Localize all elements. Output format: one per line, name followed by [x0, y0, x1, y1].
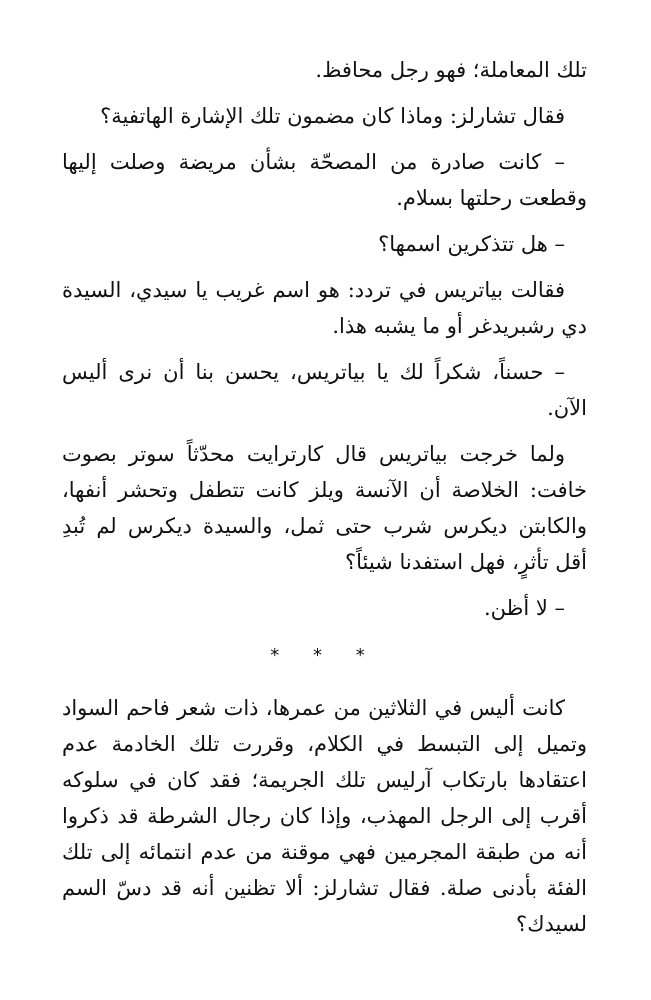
paragraph-9: كانت أليس في الثلاثين من عمرها، ذات شعر فاحم السواد وتميل إلى التبسط في الكلام، وقررت تلك الخادمة عدم اعتقادها بارتكاب آرليس تلك الجريمة؛ فقد كان في سلوكه أقرب إلى الرجل المهذب، وإذا كان رجال الشرطة قد ذكروا أنه من طبقة المجرمين فهي موقنة من عدم انتمائه إلى تلك الفئة بأدنى صلة. فقال تشارلز: ألا تظنين أنه قد دسّ السم لسيدك؟: [62, 696, 587, 936]
paragraph-2: فقال تشارلز: وماذا كان مضمون تلك الإشارة الهاتفية؟: [100, 104, 565, 128]
paragraph-7: ولما خرجت بياتريس قال كارترايت محدّثاً سوتر بصوت خافت: الخلاصة أن الآنسة ويلز كانت تتطفل وتحشر أنفها، والكابتن ديكرس شرب حتى ثمل، والسيدة ديكرس لم تُبدِ أقل تأثرٍ، فهل استفدنا شيئاً؟: [62, 442, 587, 574]
book-page: [62, 52, 587, 952]
paragraph-6: – حسناً، شكراً لك يا بياتريس، يحسن بنا أن نرى أليس الآن.: [62, 360, 587, 420]
paragraph-1: تلك المعاملة؛ فهو رجل محافظ.: [315, 58, 587, 82]
paragraph-5: فقالت بياتريس في تردد: هو اسم غريب يا سيدي، السيدة دي رشبريدغر أو ما يشبه هذا.: [62, 278, 587, 338]
section-separator: * * *: [270, 645, 379, 666]
paragraph-4: – هل تتذكرين اسمها؟: [378, 232, 565, 256]
paragraph-8: – لا أظن.: [483, 596, 565, 620]
paragraph-3: – كانت صادرة من المصحّة بشأن مريضة وصلت إليها وقطعت رحلتها بسلام.: [62, 150, 587, 210]
